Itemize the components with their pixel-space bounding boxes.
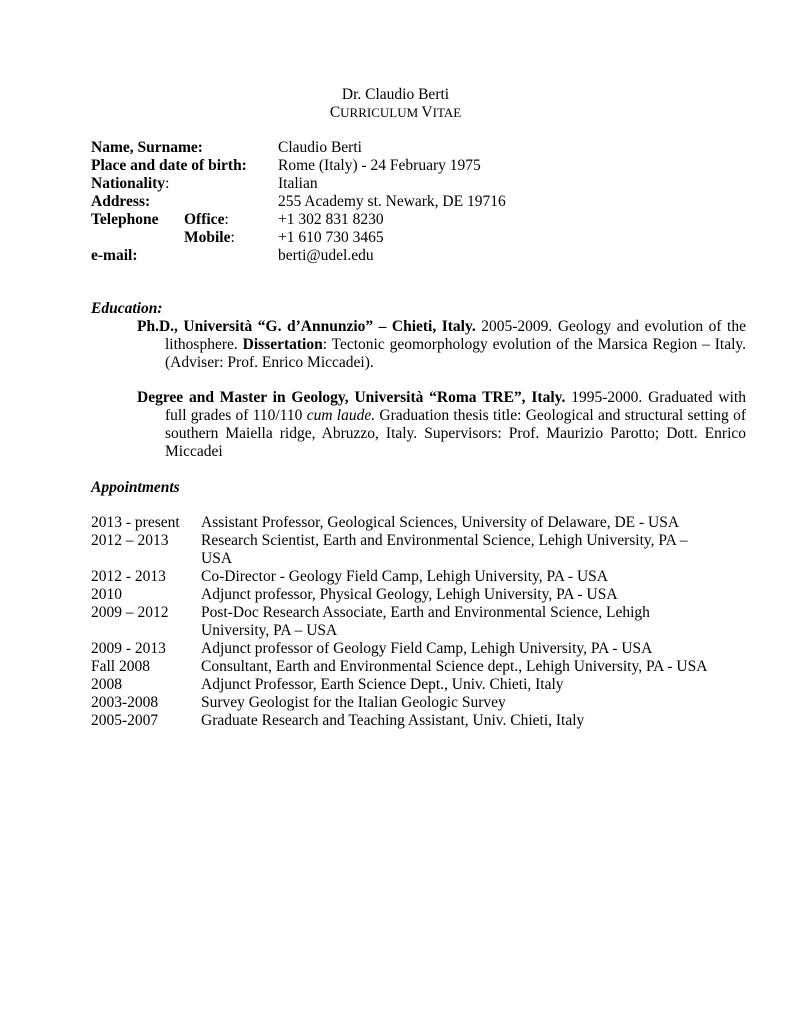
appointments-heading: Appointments <box>91 479 180 496</box>
office-value: +1 302 831 8230 <box>278 211 384 228</box>
education-phd: Ph.D., Università “G. d’Annunzio” – Chieti, Italy. 2005-2009. Geology and evolution of the lithosphere. Dissertation: Tectonic geomorphology evolution of the Marsica Region – Italy. (Adviser: Prof. Enrico Miccadei). <box>137 318 746 371</box>
name-label: Name, Surname: <box>91 139 203 156</box>
name-value: Claudio Berti <box>278 139 362 156</box>
list-item <box>91 568 721 586</box>
list-item <box>91 532 721 568</box>
appointment-description: Co-Director - Geology Field Camp, Lehigh University, PA - USA <box>201 568 608 585</box>
appointment-description: Adjunct professor of Geology Field Camp, Lehigh University, PA - USA <box>201 640 653 657</box>
list-item <box>91 640 721 658</box>
appointment-date: 2012 - 2013 <box>91 568 166 585</box>
appointment-date: 2009 – 2012 <box>91 604 169 621</box>
appointment-date: 2013 - present <box>91 514 180 531</box>
education-degree: Degree and Master in Geology, Università “Roma TRE”, Italy. 1995-2000. Graduated with full grades of 110/110 cum laude. Graduation thesis title: Geological and structural setting of southern Maiella ridge, Abruzzo, Italy. Supervisors: Prof. Maurizio Parotto; Dott. Enrico Miccadei <box>137 389 746 460</box>
appointment-description: Graduate Research and Teaching Assistant, Univ. Chieti, Italy <box>201 712 585 729</box>
mobile-label: Mobile: <box>184 229 235 246</box>
email-label: e-mail: <box>91 247 138 264</box>
address-value: 255 Academy st. Newark, DE 19716 <box>278 193 506 210</box>
appointment-date: 2008 <box>91 676 122 693</box>
list-item <box>91 712 721 730</box>
document-author-name: Dr. Claudio Berti <box>341 86 450 103</box>
list-item <box>91 604 721 640</box>
appointment-description: Survey Geologist for the Italian Geologic Survey <box>201 694 506 711</box>
nationality-label: Nationality: <box>91 175 170 192</box>
appointments-list <box>91 514 721 730</box>
appointment-date: 2012 – 2013 <box>91 532 169 549</box>
appointment-date: 2003-2008 <box>91 694 159 711</box>
list-item <box>91 586 721 604</box>
appointment-description: Consultant, Earth and Environmental Science dept., Lehigh University, PA - USA <box>201 658 708 675</box>
list-item <box>91 694 721 712</box>
telephone-label: Telephone <box>91 211 159 228</box>
appointment-date: 2009 - 2013 <box>91 640 166 657</box>
list-item <box>91 514 721 532</box>
list-item <box>91 658 721 676</box>
document-title: CURRICULUM VITAE <box>329 104 462 121</box>
mobile-value: +1 610 730 3465 <box>278 229 384 246</box>
education-heading: Education: <box>91 300 163 317</box>
birth-value: Rome (Italy) - 24 February 1975 <box>278 157 481 174</box>
office-label: Office: <box>184 211 229 228</box>
email-value: berti@udel.edu <box>278 247 374 264</box>
nationality-value: Italian <box>278 175 318 192</box>
appointment-description: Post-Doc Research Associate, Earth and Environmental Science, Lehigh University, PA – USA <box>201 604 650 639</box>
appointment-description: Adjunct professor, Physical Geology, Lehigh University, PA - USA <box>201 586 618 603</box>
appointment-date: 2005-2007 <box>91 712 159 729</box>
appointment-date: 2010 <box>91 586 122 603</box>
address-label: Address: <box>91 193 151 210</box>
list-item <box>91 676 721 694</box>
appointment-description: Research Scientist, Earth and Environmental Science, Lehigh University, PA – USA <box>201 532 688 567</box>
birth-label: Place and date of birth: <box>91 157 247 174</box>
appointment-description: Assistant Professor, Geological Sciences, University of Delaware, DE - USA <box>201 514 680 531</box>
appointment-description: Adjunct Professor, Earth Science Dept., Univ. Chieti, Italy <box>201 676 564 693</box>
appointment-date: Fall 2008 <box>91 658 150 675</box>
